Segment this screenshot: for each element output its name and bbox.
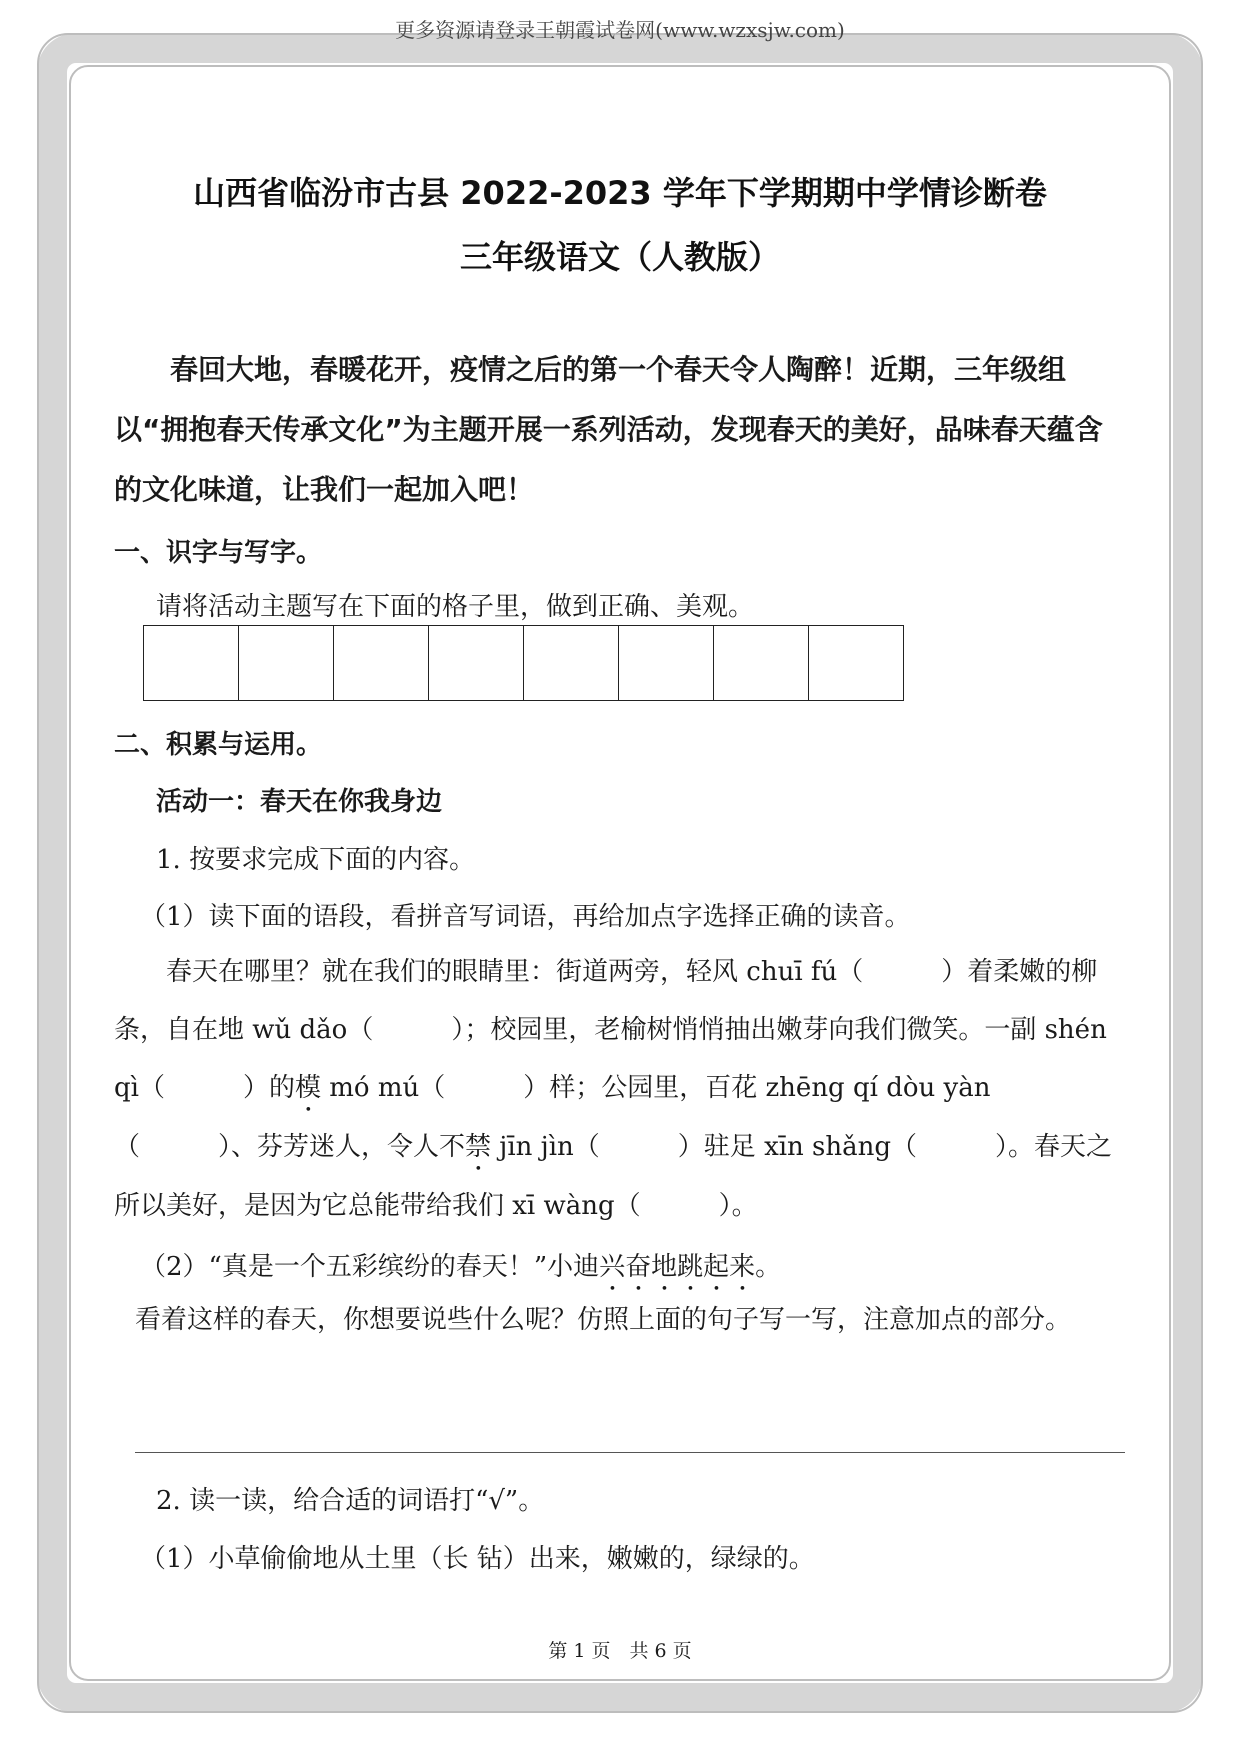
exam-subtitle: 三年级语文（人教版） [459, 238, 780, 276]
intro-paragraph [114, 340, 1126, 520]
grid-cell[interactable] [524, 626, 619, 700]
grid-cell[interactable] [619, 626, 714, 700]
grid-cell[interactable] [144, 626, 239, 700]
page-footer: 第 1 页 共 6 页 [548, 1640, 692, 1662]
grid-cell[interactable] [334, 626, 429, 700]
section1-heading: 一、识字与写字。 [114, 538, 323, 568]
question-1-2 [140, 1246, 781, 1297]
intro-text: 春回大地，春暖花开，疫情之后的第一个春天令人陶醉！近期，三年级组以“拥抱春天传承文化”为主题开展一系列活动，发现春天的美好，品味春天蕴含的文化味道，让我们一起加入吧！ [114, 353, 1103, 506]
spring-passage [114, 943, 1127, 1235]
grid-cell[interactable] [239, 626, 334, 700]
writing-grid[interactable] [143, 625, 904, 701]
activity-heading: 活动一：春天在你我身边 [156, 787, 443, 817]
passage-part-3: jīn jìn（ ）驻足 xīn shǎng（ ）。春天之所以美好，是因为它总能带给我们 xī wàng（ ）。 [114, 1132, 1113, 1221]
question-2-1: （1）小草偷偷地从土里（长 钻）出来，嫩嫩的，绿绿的。 [140, 1544, 815, 1574]
section2-heading: 二、积累与运用。 [114, 730, 323, 760]
grid-cell[interactable] [429, 626, 524, 700]
question-1-1: （1）读下面的语段，看拼音写词语，再给加点字选择正确的读音。 [140, 902, 911, 932]
passage-text [114, 943, 1127, 1235]
q1-2-end: 。 [755, 1252, 782, 1282]
dotted-char-mo: 模 [294, 1073, 321, 1103]
q1-2-prompt [135, 1291, 1125, 1349]
exam-title: 山西省临汾市古县 2022-2023 学年下学期期中学情诊断卷 [193, 174, 1047, 212]
question-1: 1. 按要求完成下面的内容。 [156, 845, 476, 875]
answer-line[interactable] [135, 1452, 1125, 1453]
question-2: 2. 读一读，给合适的词语打“√”。 [156, 1486, 545, 1516]
dotted-char-jin: 禁 [465, 1132, 492, 1162]
q1-2-dotted-text: 兴奋地跳起来 [599, 1252, 756, 1282]
passage-part-2: mó mú（ ）样；公园里，百花 zhēng qí dòu yàn（ ）、芬芳迷人，令人不 [114, 1073, 991, 1162]
q1-2-text: （2）“真是一个五彩缤纷的春天！”小迪 [140, 1252, 600, 1282]
grid-cell[interactable] [714, 626, 809, 700]
source-banner: 更多资源请登录王朝霞试卷网(www.wzxsjw.com) [395, 18, 845, 42]
q1-2-prompt-text: 看着这样的春天，你想要说些什么呢？仿照上面的句子写一写，注意加点的部分。 [135, 1305, 1072, 1335]
grid-cell[interactable] [809, 626, 904, 700]
passage-part-1: 春天在哪里？就在我们的眼睛里：街道两旁，轻风 chuī fú（ ）着柔嫩的柳条，自在地 wǔ dǎo（ ）；校园里，老榆树悄悄抽出嫩芽向我们微笑。一副 shén qì（ ）的 [114, 957, 1107, 1103]
section1-instruction: 请将活动主题写在下面的格子里，做到正确、美观。 [156, 592, 755, 622]
